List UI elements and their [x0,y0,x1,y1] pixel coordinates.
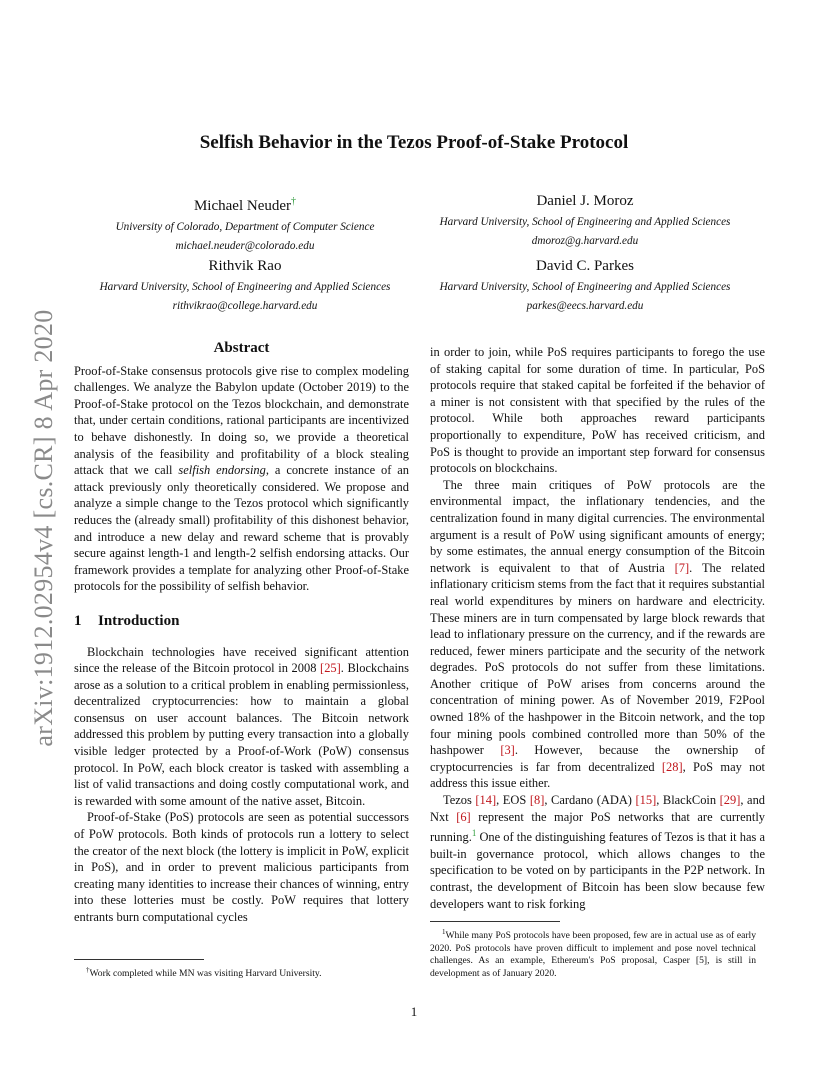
author-name: Daniel J. Moroz [536,193,634,209]
page-number: 1 [410,1004,418,1019]
citation-link[interactable]: [15] [635,793,657,808]
footnote-link[interactable]: 1 [471,828,477,839]
abstract-paragraph: Proof-of-Stake consensus protocols give rise to complex modeling challenges. We analyze the Babylon update (October 2019) to the Proof-of-Stake protocol on the Tezos blockchain, and demonstrate that, under certain conditions, rational participants are incentivized to behave dishonestly. In doing so, we provide a theoretical analysis of the feasibility and profitability of a block stealing attack that we call selfish endorsing, a concrete instance of an attack previously only theoretically considered. We propose and analyze a simple change to the Tezos protocol which significantly reduces the (already small) profitability of this dishonest behavior, and introduce a new delay and reward scheme that is provably secure against length-1 and length-2 selfish endorsing attacks. Our framework provides a template for analyzing other Proof-of-Stake protocols for the possibility of selfish behavior. [74,363,409,594]
author-block-4 [415,257,755,314]
author-email: dmoroz@g.harvard.edu [531,235,639,247]
body-paragraph: in order to join, while PoS requires participants to forego the use of staking capital for some duration of time. In particular, PoS protocols require that staked capital be forfeited if the behavior of a miner is not consistent with that specified by the rules of the protocol. While both approaches reward participants proportionally to expenditure, PoW has received criticism, and PoS is thought to provide an important step forward for consensus protocols on blockchains. [430,345,765,476]
author-name: Rithvik Rao [208,258,282,274]
footnote-rule [430,921,560,922]
author-name: Michael Neuder† [193,196,297,214]
body-paragraph: The three main critiques of PoW protocols are the environmental impact, the inflationary tendencies, and the centralization found in many digital currencies. The environmental argument is a result of PoW using significant amounts of energy; by some estimates, the annual energy consumption of the Bitcoin network is equivalent to that of Austria [7]. The related inflationary criticism stems from the fact that it requires substantial real world expenditures by miners on hardware and electricity. These miners are in turn compensated by large block rewards that lead to inflationary pressure on the currency, and if the rewards are reduced, fewer miners participate and the security of the network degrades. PoS protocols do not suffer from these limitations. Another critique of PoW arises from concerns around the concentration of mining power. As of November 2019, F2Pool owned 18% of the hashpower in the Bitcoin network, and the top four mining pools combined controlled more than 50% of the hashpower [3]. However, because the ownership of cryptocurrencies is far from decentralized [28], PoS may not address this issue either. [430,477,765,791]
paper-title: Selfish Behavior in the Tezos Proof-of-Stake Protocol [199,132,629,153]
abstract-heading: Abstract [213,340,270,356]
citation-link[interactable]: [6] [456,809,471,824]
left-column [74,340,409,926]
author-email: rithvikrao@college.harvard.edu [172,300,318,312]
right-column [430,344,765,912]
citation-link[interactable]: [29] [719,793,741,808]
author-affiliation: Harvard University, School of Engineering and Applied Sciences [99,281,391,293]
body-paragraph: Blockchain technologies have received significant attention since the release of the Bitcoin protocol in 2008 [25]. Blockchains arose as a solution to a critical problem in enabling permissionless, decentralized cryptocurrencies: how to maintain a global consensus on user account balances. The Bitcoin network addressed this problem by putting every transaction into a globally visible ledger protected by a Proof-of-Work (PoW) consensus protocol. In PoW, each block creator is tasked with assembling a list of valid transactions and doing costly computational work, and is rewarded with some amount of the native asset, Bitcoin. [74,644,409,808]
author-block-2 [415,192,755,249]
body-paragraph: Proof-of-Stake (PoS) protocols are seen as potential successors of PoW protocols. Both kinds of protocols run a lottery to select the creator of the next block (the lottery is implicit in PoW, explicit in PoS), and in order to prevent malicious participants from creating many identities to increase their chances of winning, entry into these lotteries must be costly. PoW requires that lottery entrants burn computational cycles [74,810,409,924]
author-email: parkes@eecs.harvard.edu [526,300,644,312]
footnote-right: $^1$While many PoS protocols have been proposed, few are in actual use as of early 2020. PoS protocols have proven difficult to implement and pose novel technical challenges. As an example, Ethereum's PoS proposal, Casper [5], is still in development as of January 2020. [430,928,756,979]
arxiv-identifier: arXiv:1912.02954v4 [cs.CR] 8 Apr 2020 [29,309,58,747]
author-affiliation: University of Colorado, Department of Computer Science [115,221,375,233]
footnote-rule [74,959,204,960]
footnote-left: †Work completed while MN was visiting Harvard University. [86,966,322,980]
author-block-1 [75,192,415,254]
citation-link[interactable]: [3] [500,743,515,758]
author-block-3 [75,257,415,314]
citation-link[interactable]: [14] [475,793,497,808]
section-heading-introduction: 1 Introduction [74,612,180,629]
author-affiliation: Harvard University, School of Engineering and Applied Sciences [439,281,731,293]
citation-link[interactable]: [25] [320,661,341,676]
citation-link[interactable]: [8] [529,793,545,808]
body-paragraph: Tezos [14], EOS [8], Cardano (ADA) [15], BlackCoin [29], and Nxt [6] represent the major PoS networks that are currently running.$^1$ One of the distinguishing features of Tezos is that it has a built-in governance protocol, which allows changes to the specification to be voted on by participants in the P2P network. In contrast, the development of Bitcoin has been slow because few developers want to risk forking [430,793,766,911]
arxiv-sidebar-stamp [26,292,62,764]
author-affiliation: Harvard University, School of Engineering and Applied Sciences [439,216,731,228]
author-email: michael.neuder@colorado.edu [175,240,315,252]
author-name: David C. Parkes [536,258,634,274]
footnote-mark: † [291,196,297,207]
citation-link[interactable]: [28] [661,759,683,774]
citation-link[interactable]: [7] [674,560,690,575]
